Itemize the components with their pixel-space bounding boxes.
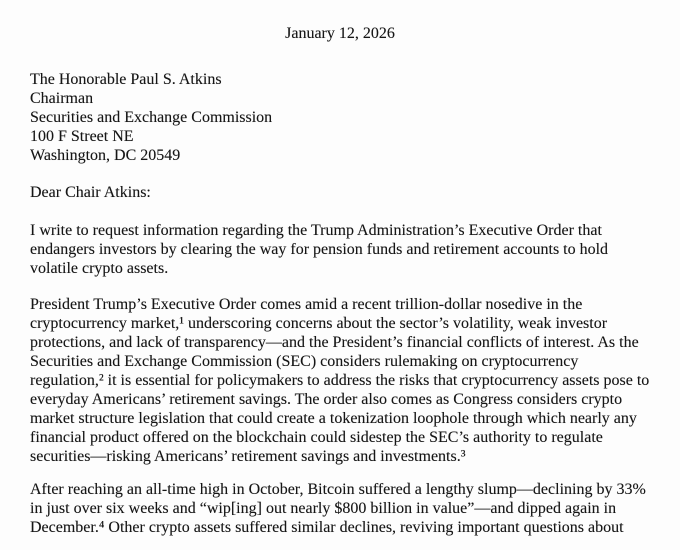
text-line: cryptocurrency market,¹ underscoring concerns about the sector’s volatility, weak investor [30,315,608,332]
text-line: securities—risking Americans’ retirement savings and investments.³ [30,448,466,465]
text-line: After reaching an all-time high in October, Bitcoin suffered a lengthy slump—declining by 33% [30,481,646,498]
text-line: regulation,² it is essential for policymakers to address the risks that cryptocurrency assets pose to [30,372,650,389]
text-line: December.⁴ Other crypto assets suffered similar declines, reviving important questions about [30,519,624,536]
text-line: endangers investors by clearing the way for pension funds and retirement accounts to hold [30,241,609,258]
text-line: Chairman [30,90,94,107]
text-line: Securities and Exchange Commission (SEC) considers rulemaking on cryptocurrency [30,353,579,370]
text-line: Washington, DC 20549 [30,147,181,164]
text-line: everyday Americans’ retirement savings. The order also comes as Congress considers crypto [30,391,623,408]
salutation: Dear Chair Atkins: [30,184,151,201]
text-line: volatile crypto assets. [30,260,169,277]
letter-date: January 12, 2026 [285,25,395,42]
paragraph-executive-order [30,295,670,466]
text-line: Securities and Exchange Commission [30,109,273,126]
recipient-address-block [30,70,670,165]
text-line: President Trump’s Executive Order comes amid a recent trillion-dollar nosedive in the [30,296,583,313]
text-line: market structure legislation that could create a tokenization loophole through which nearly any [30,410,637,427]
paragraph-intro [30,221,670,278]
text-line: financial product offered on the blockchain could sidestep the SEC’s authority to regulate [30,429,603,446]
text-line: in just over six weeks and “wip[ing] out nearly $800 billion in value”—and dipped again in [30,500,617,517]
text-line: I write to request information regarding the Trump Administration’s Executive Order that [30,222,602,239]
text-line: 100 F Street NE [30,128,134,145]
text-line: The Honorable Paul S. Atkins [30,71,222,88]
paragraph-bitcoin-slump [30,480,670,537]
text-line: protections, and lack of transparency—and the President’s financial conflicts of interest. As the [30,334,639,351]
